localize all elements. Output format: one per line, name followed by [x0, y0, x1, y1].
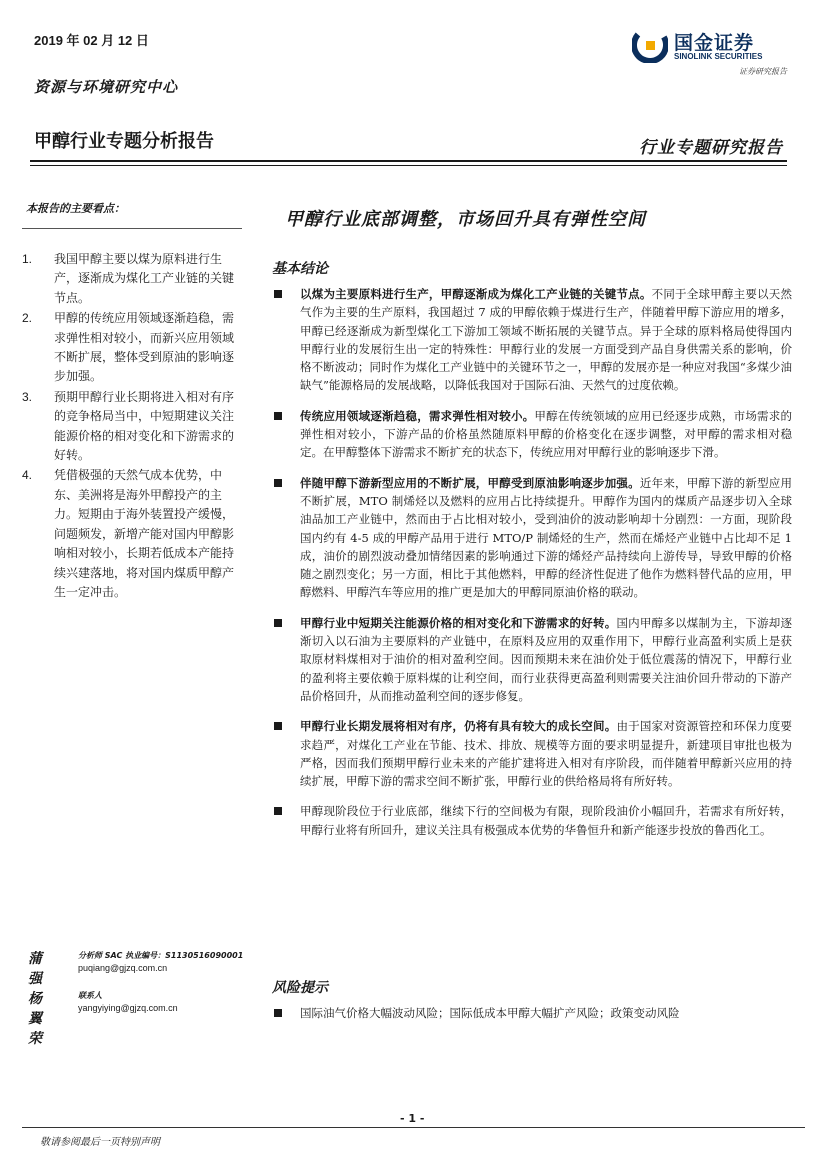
conclusion-lead: 甲醇行业中短期关注能源价格的相对变化和下游需求的好转。: [300, 615, 617, 630]
analyst-role: 分析师 SAC 执业编号：S1130516090001: [78, 951, 244, 960]
bullet-square-icon: [274, 479, 282, 487]
conclusion-item: [272, 407, 792, 462]
key-point: [22, 250, 238, 308]
conclusion-item: [272, 802, 792, 839]
analyst-name: 蒲强: [28, 951, 43, 987]
section-heading-risk: 风险提示: [272, 980, 328, 996]
risk-text: 国际油气价格大幅波动风险；国际低成本甲醇大幅扩产风险；政策变动风险: [300, 1006, 680, 1020]
conclusion-text: 甲醇在传统领域的应用已经逐步成熟，市场需求的弹性相对较小，下游产品的价格虽然随原料甲醇的价格变化在逐步调整，对甲醇的需求相对稳定。在甲醇整体下游需求不断扩充的状态下，传统应用对甲醇行业的影响逐步下滑。: [300, 408, 792, 460]
sidebar-heading: 本报告的主要看点：: [26, 202, 125, 215]
header-divider: [30, 160, 787, 162]
conclusion-text: 不同于全球甲醇主要以天然气作为主要的生产原料，我国超过 7 成的甲醇依赖于煤进行生产，伴随着甲醇下游应用的增多，甲醇已经逐渐成为新型煤化工下游加工领域不断拓展的关键节点。异于全球的原料格局使得国内甲醇行业的发展衍生出一定的特殊性：甲醇行业的发展一方面受到产品自身供需关系的影响，价格不断波动；同时作为煤化工产业链中的关键环节之一，甲醇的发展亦是一种应对我国“多煤少油缺气”能源格局的发展战略，以降低我国对于国际石油、天然气的过度依赖。: [300, 287, 793, 393]
footer-disclaimer: 敬请参阅最后一页特别声明: [40, 1137, 160, 1148]
key-point: [22, 466, 238, 602]
report-type: 行业专题研究报告: [639, 138, 783, 158]
conclusion-lead: 伴随甲醇下游新型应用的不断扩展，甲醇受到原油影响逐步加强。: [300, 475, 640, 490]
key-points-list: [22, 250, 238, 603]
key-point-number: 1.: [22, 252, 33, 266]
analyst-role: 联系人: [78, 991, 102, 1000]
conclusion-lead: 传统应用领域逐渐趋稳，需求弹性相对较小。: [300, 408, 535, 423]
main-headline: 甲醇行业底部调整，市场回升具有弹性空间: [285, 209, 646, 230]
bullet-square-icon: [274, 722, 282, 730]
analyst-email[interactable]: yangyiying@gjzq.com.cn: [78, 1003, 178, 1013]
department-name: 资源与环境研究中心: [34, 78, 179, 96]
key-point-text: 我国甲醇主要以煤为原料进行生产，逐渐成为煤化工产业链的关键节点。: [54, 252, 235, 305]
key-point-text: 凭借极强的天然气成本优势，中东、美洲将是海外甲醇投产的主力。短期由于海外装置投产缓慢，问题频发，新增产能对国内甲醇影响相对较小，长期若低成本产能持续兴建落地，将对国内煤质甲醇产生一定冲击。: [54, 468, 235, 599]
key-point: [22, 388, 238, 466]
key-point-text: 预期甲醇行业长期将进入相对有序的竞争格局当中，中短期建议关注能源价格的相对变化和下游需求的好转。: [54, 389, 235, 463]
conclusion-text: 甲醇现阶段位于行业底部，继续下行的空间极为有限，现阶段油价小幅回升，若需求有所好转，甲醇行业将有所回升，建议关注具有极强成本优势的华鲁恒升和新产能逐步投放的鲁西化工。: [300, 804, 792, 837]
analyst-name: 杨翼荣: [28, 991, 43, 1047]
conclusion-text: 由于国家对资源管控和环保力度要求趋严，对煤化工产业在节能、技术、排放、规模等方面的要求明显提升，新建项目审批也极为严格，因而我们预期甲醇行业未来的产能扩建将进入相对有序阶段，而伴随着甲醇新兴应用的持续扩展，甲醇下游的需求空间不断扩张，甲醇行业的供给格局将有所好转。: [300, 719, 793, 789]
conclusion-lead: 以煤为主要原料进行生产，甲醇逐渐成为煤化工产业链的关键节点。: [300, 287, 652, 301]
conclusion-list: [272, 285, 792, 851]
key-point-text: 甲醇的传统应用领域逐渐趋稳，需求弹性相对较小，而新兴应用领域不断扩展，整体受到原油的影响逐步加强。: [54, 311, 235, 384]
conclusion-item: [272, 614, 792, 705]
page-number: - 1 -: [400, 1112, 425, 1125]
key-point-number: 4.: [22, 468, 33, 483]
key-point-number: 3.: [22, 389, 33, 404]
bullet-square-icon: [274, 807, 282, 815]
header-divider-thin: [30, 165, 787, 166]
report-date: 2019 年 02 月 12 日: [34, 33, 149, 48]
bullet-square-icon: [274, 619, 282, 627]
conclusion-item: [272, 717, 792, 790]
footer-divider: [22, 1127, 805, 1128]
key-point: [22, 309, 238, 387]
conclusion-item: [272, 474, 792, 602]
logo-english-name: SINOLINK SECURITIES: [674, 52, 763, 61]
conclusion-lead: 甲醇行业长期发展将相对有序，仍将有具有较大的成长空间。: [300, 719, 617, 734]
report-title: 甲醇行业专题分析报告: [34, 131, 214, 152]
logo-mark-icon: [632, 27, 668, 63]
section-heading-conclusion: 基本结论: [272, 261, 328, 277]
sidebar-divider: [22, 228, 242, 229]
bullet-square-icon: [274, 412, 282, 420]
logo-chinese-name: 国金证券: [674, 32, 755, 54]
conclusion-item: [272, 285, 792, 395]
bullet-square-icon: [274, 1009, 282, 1017]
risk-item: [272, 1005, 792, 1021]
analyst-email[interactable]: puqiang@gjzq.com.cn: [78, 963, 168, 973]
key-point-number: 2.: [22, 311, 33, 326]
logo-subtitle: 证券研究报告: [739, 67, 787, 76]
conclusion-text: 国内甲醇多以煤制为主，下游却逐渐切入以石油为主要原料的产业链中，在原料及应用的双重作用下，甲醇行业高盈利实质上是获取原材料煤相对于油价的相对盈利空间。因而预期未来在油价处于低位震荡的情况下，甲醇行业的盈利将主要依赖于原料煤的让利空间，而行业获得更高盈利则需要关注油价回升带动的下游产品价格回升，从而推动盈利空间的逐步修复。: [300, 615, 793, 703]
conclusion-text: 近年来，甲醇下游的新型应用不断扩展，MTO 制烯烃以及燃料的应用占比持续提升。甲醇作为国内的煤质产品逐步切入全球油品加工产业链中，然而由于占比相对较小，受到油价的波动影响却十分剧烈：一方面，现阶段国内约有 4-5 成的甲醇产品用于进行 MTO/P 制烯烃的生产，然而在烯烃产业链中占比却不足 1 成，油价的剧烈波动叠加情绪因素的影响通过下游的烯烃产品持续向上游传导，导致甲醇的价格随之剧烈变化；另一方面，相比于其他燃料，甲醇的经济性促进了他作为燃料替代品的应用，甲醇燃料、甲醇汽车等应用的推广更是加大的甲醇同原油价格的联动。: [300, 475, 793, 600]
bullet-square-icon: [274, 290, 282, 298]
